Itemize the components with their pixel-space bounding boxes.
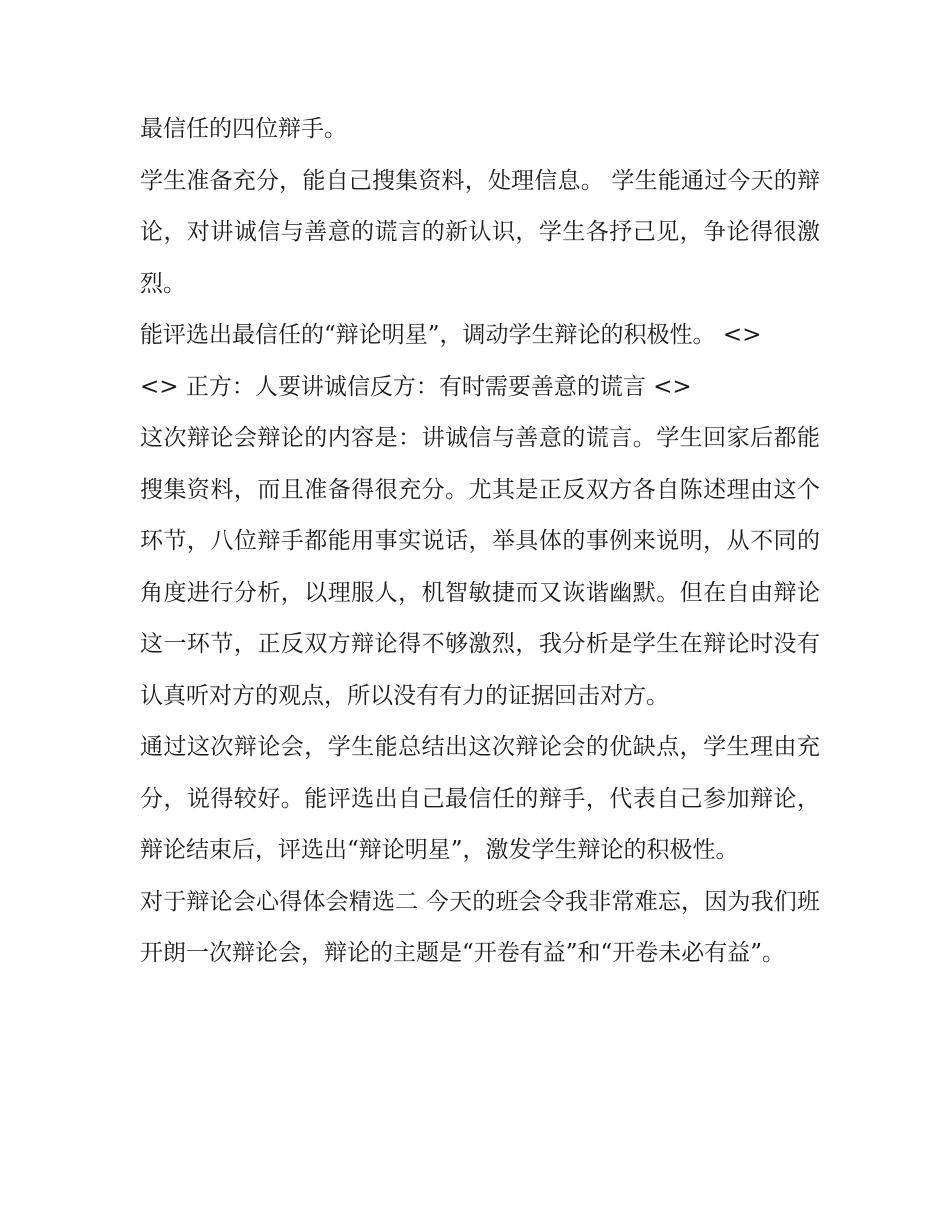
- paragraph-7: 对于辩论会心得体会精选二 今天的班会令我非常难忘，因为我们班开朗一次辩论会，辩论的主题是“开卷有益”和“开卷未必有益”。: [140, 888, 820, 966]
- paragraph-5: 这次辩论会辩论的内容是：讲诚信与善意的谎言。学生回家后都能搜集资料，而且准备得很充分。尤其是正反双方各自陈述理由这个环节，八位辩手都能用事实说话，举具体的事例来说明，从不同的角度进行分析，以理服人，机智敏捷而又诙谐幽默。但在自由辩论这一环节，正反双方辩论得不够激烈，我分析是学生在辩论时没有认真听对方的观点，所以没有有力的证据回击对方。: [140, 425, 820, 709]
- paragraph-4: <> 正方：人要讲诚信反方：有时需要善意的谎言 <>: [140, 373, 692, 400]
- paragraph-1: 最信任的四位辩手。: [140, 116, 347, 142]
- paragraph-3: 能评选出最信任的“辩论明星”，调动学生辩论的积极性。 <>: [140, 322, 762, 348]
- paragraph-2: 学生准备充分，能自己搜集资料，处理信息。 学生能通过今天的辩论，对讲诚信与善意的谎言的新认识，学生各抒己见，争论得很激烈。: [140, 167, 820, 297]
- document-body: [140, 104, 820, 980]
- paragraph-6: 通过这次辩论会，学生能总结出这次辩论会的优缺点，学生理由充分，说得较好。能评选出自己最信任的辩手，代表自己参加辩论，辩论结束后，评选出“辩论明星”，激发学生辩论的积极性。: [140, 734, 820, 863]
